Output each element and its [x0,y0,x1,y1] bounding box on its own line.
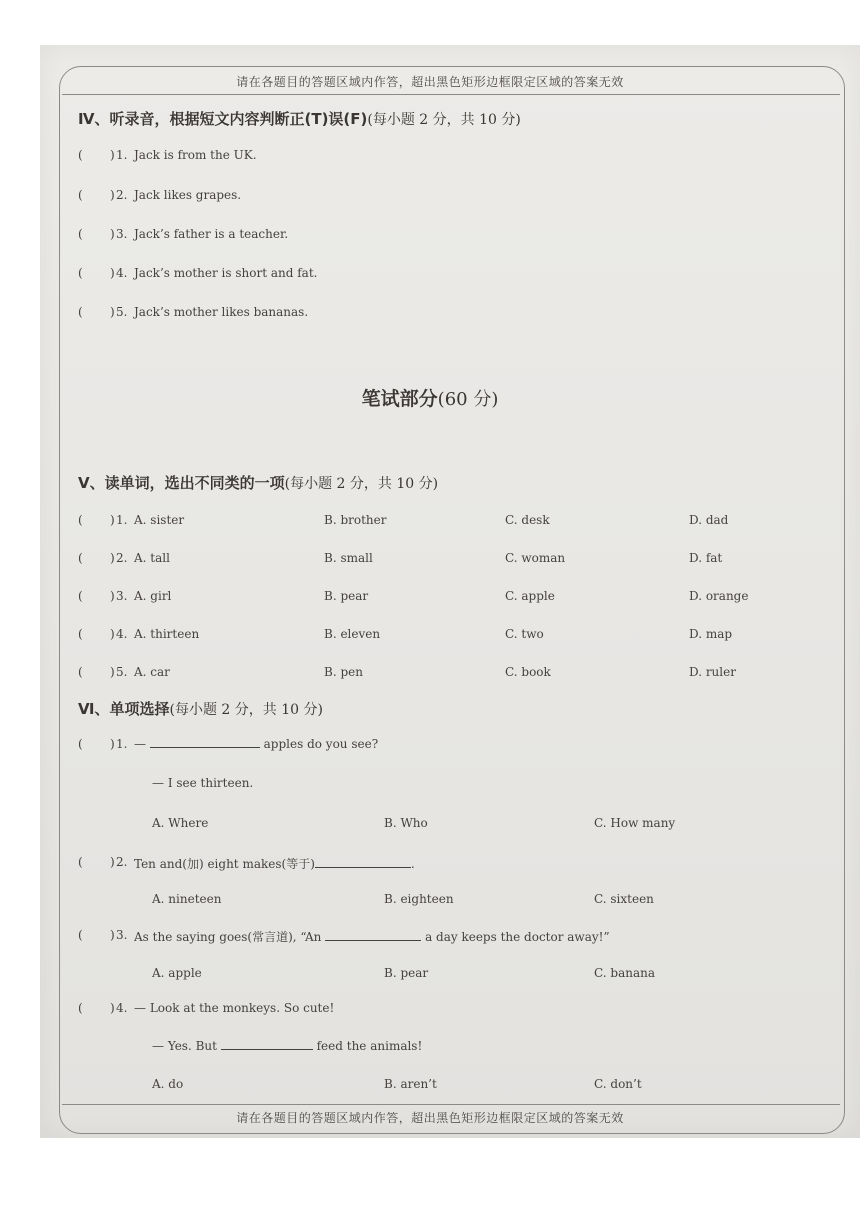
item-number: 1. [116,513,128,527]
answer-bracket[interactable]: ( [78,665,83,679]
answer-bracket[interactable]: ( [78,227,83,241]
option-b: B. small [324,551,373,565]
answer-bracket[interactable]: ( [78,589,83,603]
answer-blank[interactable] [150,737,260,748]
answer-blank[interactable] [221,1039,313,1050]
item-number: 4. [116,627,128,641]
item-number: 5. [116,665,128,679]
option-a: A. thirteen [134,627,200,641]
answer-bracket[interactable]: ( [78,266,83,280]
question-post: feed the animals! [316,1039,423,1053]
answer-bracket[interactable]: ( [78,188,83,202]
option-b: B. eleven [324,627,381,641]
option-b: B. Who [384,816,428,830]
option-c: C. don’t [594,1077,642,1091]
question-pre: As the saying goes(常言道), “An [134,930,322,944]
item-text: Jack likes grapes. [134,188,242,202]
answer-bracket-close: ) [110,928,115,942]
part4-heading [78,108,521,129]
written-title-text: 笔试部分 [361,388,438,410]
item-number: 3. [116,589,128,603]
answer-blank[interactable] [325,930,421,941]
answer-bracket-close: ) [110,227,115,241]
dialog-reply [152,1039,422,1053]
option-c: C. woman [505,551,566,565]
item-number: 1. [116,737,128,751]
answer-bracket[interactable]: ( [78,305,83,319]
question-text: — Look at the monkeys. So cute! [134,1001,335,1015]
part4-heading-note: (每小题 2 分，共 10 分) [367,112,521,128]
part6-heading [78,698,323,719]
part5-heading-note: (每小题 2 分，共 10 分) [284,476,439,492]
bottom-divider [62,1104,840,1105]
answer-bracket-close: ) [110,188,115,202]
dialog-reply: — I see thirteen. [152,776,254,790]
question-post: . [410,857,415,871]
part6-heading-text: Ⅵ、单项选择 [78,700,170,718]
part6-heading-note: (每小题 2 分，共 10 分) [169,702,323,718]
option-c: C. two [505,627,544,641]
option-a: A. apple [152,966,202,980]
option-c: C. How many [594,816,676,830]
item-number: 4. [116,1001,128,1015]
item-text: Jack’s mother is short and fat. [134,266,318,280]
option-d: D. ruler [689,665,736,679]
option-a: A. car [134,665,170,679]
answer-bracket[interactable]: ( [78,737,83,751]
option-c: C. apple [505,589,555,603]
option-b: B. aren’t [384,1077,437,1091]
answer-bracket[interactable]: ( [78,551,83,565]
answer-blank[interactable] [315,857,411,868]
answer-bracket-close: ) [110,589,115,603]
item-number: 2. [116,188,128,202]
option-a: A. girl [134,589,172,603]
part5-heading-text: Ⅴ、读单词，选出不同类的一项 [78,474,285,492]
answer-bracket-close: ) [110,1001,115,1015]
answer-bracket[interactable]: ( [78,627,83,641]
option-c: C. banana [594,966,655,980]
item-number: 5. [116,305,128,319]
question-post: apples do you see? [263,737,379,751]
option-d: D. fat [689,551,723,565]
question-pre: — Yes. But [152,1039,217,1053]
option-d: D. dad [689,513,729,527]
option-a: A. nineteen [152,892,222,906]
item-number: 4. [116,266,128,280]
part4-heading-text: Ⅳ、听录音，根据短文内容判断正(T)误(F) [78,110,368,128]
option-b: B. eighteen [384,892,454,906]
answer-bracket-close: ) [110,305,115,319]
item-text: Jack’s mother likes bananas. [134,305,309,319]
written-section-title [0,384,860,411]
answer-bracket-close: ) [110,551,115,565]
top-divider [62,94,840,95]
top-notice: 请在各题目的答题区域内作答，超出黑色矩形边框限定区域的答案无效 [236,75,624,89]
option-d: D. map [689,627,733,641]
item-number: 1. [116,148,128,162]
answer-bracket[interactable]: ( [78,928,83,942]
option-b: B. brother [324,513,387,527]
answer-bracket[interactable]: ( [78,1001,83,1015]
question-post: a day keeps the doctor away!” [425,930,610,944]
option-c: C. sixteen [594,892,654,906]
item-number: 2. [116,551,128,565]
option-c: C. desk [505,513,550,527]
option-a: A. Where [152,816,209,830]
answer-bracket-close: ) [110,737,115,751]
question-text [134,855,415,872]
bottom-notice: 请在各题目的答题区域内作答，超出黑色矩形边框限定区域的答案无效 [236,1111,624,1125]
answer-bracket[interactable]: ( [78,148,83,162]
question-pre: — [134,737,146,751]
answer-bracket-close: ) [110,855,115,869]
item-text: Jack is from the UK. [134,148,257,162]
option-a: A. do [152,1077,184,1091]
item-number: 2. [116,855,128,869]
item-number: 3. [116,227,128,241]
answer-bracket-close: ) [110,627,115,641]
question-pre: Ten and(加) eight makes(等于) [134,857,315,871]
written-title-score: (60 分) [437,389,499,410]
question-text [134,928,610,945]
part5-heading [78,472,438,493]
item-number: 3. [116,928,128,942]
item-text: Jack’s father is a teacher. [134,227,289,241]
answer-bracket-close: ) [110,665,115,679]
option-d: D. orange [689,589,749,603]
option-c: C. book [505,665,551,679]
answer-bracket-close: ) [110,266,115,280]
answer-bracket-close: ) [110,148,115,162]
question-text [134,737,378,751]
option-a: A. tall [134,551,170,565]
option-a: A. sister [134,513,185,527]
answer-bracket[interactable]: ( [78,513,83,527]
option-b: B. pear [384,966,429,980]
option-b: B. pear [324,589,369,603]
answer-bracket[interactable]: ( [78,855,83,869]
answer-bracket-close: ) [110,513,115,527]
option-b: B. pen [324,665,363,679]
